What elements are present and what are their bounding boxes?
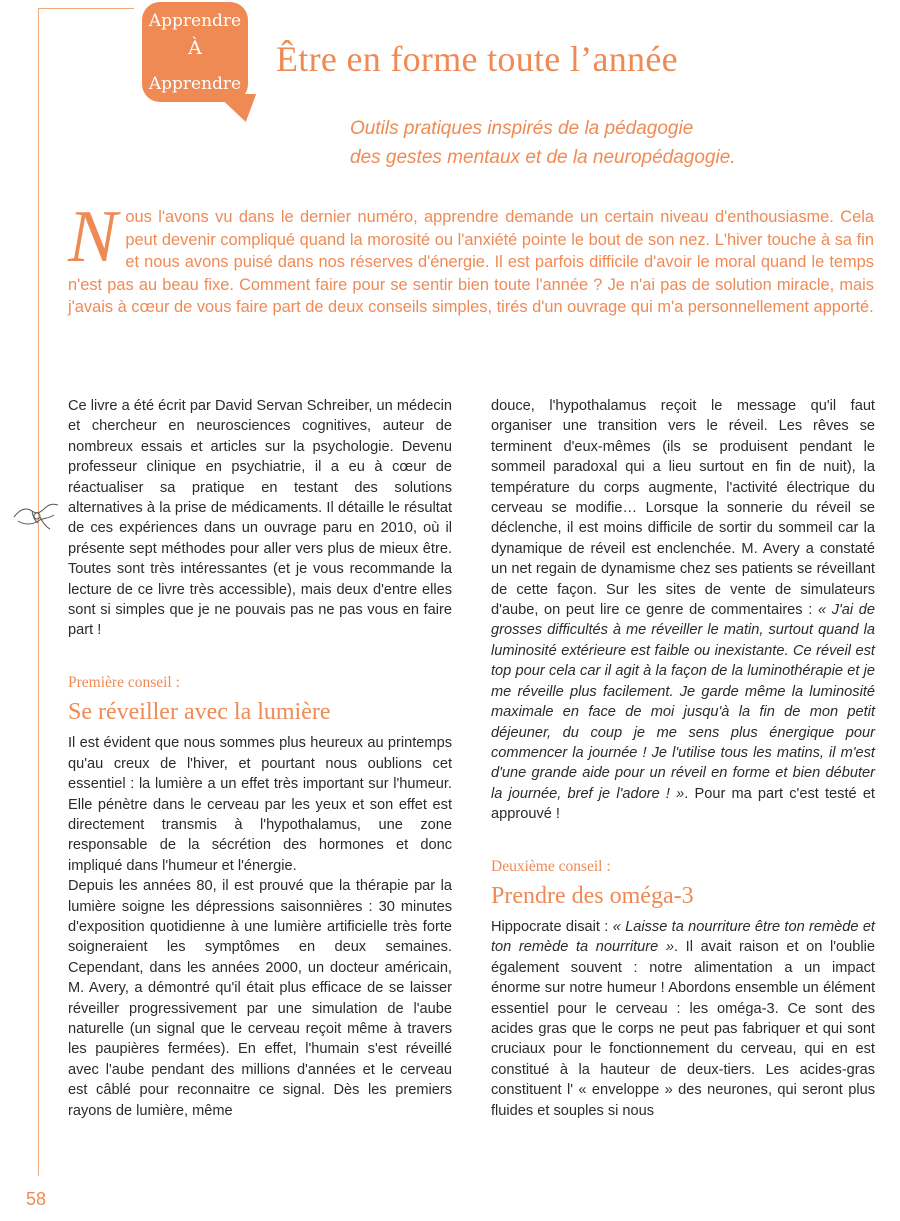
- apprendre-logo: [142, 2, 248, 102]
- logo-line-3: Apprendre: [148, 74, 242, 94]
- logo-line-1: Apprendre: [148, 11, 242, 31]
- page-title: Être en forme toute l’année: [276, 39, 678, 79]
- advice-2-heading: Prendre des oméga-3: [491, 882, 694, 909]
- frame-line-horizontal: [38, 8, 134, 9]
- right-paragraph-1-start: douce, l'hypothalamus reçoit le message qu'il faut organiser une transition vers le réveil. Les rêves se terminent d'eux-mêmes (ils se produisent pendant le sommeil paradoxal qui a lieu surtout en fin de nuit), la température du corps augmente, l'activité électrique du cerveau se modifie… Lorsque la sonnerie du réveil se déclenche, il est moins difficile de sortir du sommeil car la dynamique de réveil est enclenchée. M. Avery a constaté un net regain de dynamisme chez ses patients se réveillant de cette façon. Sur les sites de vente de simulateurs d'aube, on peut lire ce genre de commentaires :: [491, 398, 875, 619]
- frame-line-vertical: [38, 8, 39, 1176]
- hands-doodle-icon: [10, 495, 62, 535]
- subtitle-line-2: des gestes mentaux et de la neuropédagogie.: [350, 147, 736, 168]
- subtitle: [350, 114, 870, 172]
- right-paragraph-2-start: Hippocrate disait :: [491, 918, 613, 935]
- subtitle-line-1: Outils pratiques inspirés de la pédagogie: [350, 118, 694, 139]
- right-paragraph-1: [491, 396, 875, 825]
- left-column: [68, 396, 452, 1121]
- intro-text: ous l'avons vu dans le dernier numéro, apprendre demande un certain niveau d'enthousiasme. Cela peut devenir compliqué quand la morosité ou l'anxiété pointe le bout de son nez. L'hiver touche à sa fin et nous avons puisé dans nos réserves d'énergie. Il est parfois difficile d'avoir le moral quand le temps n'est pas au beau fixe. Comment faire pour se sentir bien toute l'année ? Je n'ai pas de solution miracle, mais j'avais à cœur de vous faire part de deux conseils simples, tirés d'un ouvrage qui m'a personnellement apporté.: [68, 208, 874, 316]
- right-column: [491, 396, 875, 1121]
- advice-1-label: Première conseil :: [68, 673, 180, 691]
- logo-speech-tail: [216, 94, 276, 122]
- right-paragraph-2: [491, 917, 875, 1121]
- left-paragraph-1: Ce livre a été écrit par David Servan Schreiber, un médecin et chercheur en neurosciences cognitives, auteur de nombreux essais et articles sur la psychologie. Devenu professeur clinique en psychiatrie, il a eu à cœur de réactualiser sa pratique en testant des solutions alternatives à la prise de médicaments. Il détaille le résultat de ces expériences dans un ouvrage paru en 2010, où il présente sept méthodes pour aller vers plus de mieux être. Toutes sont très intéressantes (et je vous recommande la lecture de ce livre très accessible), mais deux d'entre elles sont si simples que je ne pouvais pas ne pas vous en faire part !: [68, 398, 452, 639]
- drop-cap: N: [68, 196, 118, 278]
- hippocrates-quote: « Laisse ta nourriture être ton remède et ton remède ta nourriture »: [491, 918, 875, 956]
- logo-line-2: À: [188, 37, 202, 59]
- advice-1-heading: Se réveiller avec la lumière: [68, 699, 331, 726]
- left-paragraph-2: Il est évident que nous sommes plus heureux au printemps qu'au creux de l'hiver, et pourtant nous oublions cet essentiel : la lumière a un effet très important sur l'humeur. Elle pénètre dans le cerveau par les yeux et son effet est directement transmis à l'hypothalamus, une zone responsable de la sécrétion des hormones et donc impliqué dans l'humeur et l'énergie.: [68, 735, 452, 874]
- intro-paragraph: [68, 196, 874, 319]
- customer-quote: « J'ai de grosses difficultés à me réveiller le matin, surtout quand la luminosité extérieure est faible ou inexistante. Ce réveil est top pour cela car il agit à la façon de la luminothérapie et je me réveille plus facilement. Je garde même la luminosité maximale en face de moi jusqu'à la fin de mon petit déjeuner, du coup je me sens plus énergique pour commencer la journée ! Je l'utilise tous les matins, il m'est d'une grande aide pour un réveil en forme et bien débuter la journée, bref je l'adore ! »: [491, 602, 876, 802]
- right-paragraph-2-end: . Il avait raison et on l'oublie également souvent : notre alimentation a un impact énorme sur notre humeur ! Abordons ensemble un élément essentiel pour le cerveau : les oméga-3. Ce sont des acides gras que le corps ne peut pas fabriquer et qui sont cruciaux pour le fonctionnement du cerveau, qui en est constitué à la hauteur de deux-tiers. Les acides-gras constituent l' « enveloppe » des neurones, qui seront plus fluides et souples si nous: [491, 939, 875, 1119]
- right-paragraph-1-end: . Pour ma part c'est testé et approuvé !: [491, 785, 875, 823]
- left-paragraph-3: Depuis les années 80, il est prouvé que la thérapie par la lumière soigne les dépressions saisonnières : 30 minutes d'exposition quotidienne à une lumière artificielle très forte soigneraient les symptômes en deux semaines. Cependant, dans les années 2000, un docteur américain, M. Avery, a démontré qu'il était plus efficace de se laisser réveiller progressivement par une simulation de l'aube naturelle (un signal que le cerveau reçoit même à travers les paupières fermées). En effet, l'humain s'est réveillé avec l'aube pendant des millions d'années et le cerveau est câblé pour reconnaitre ce signal. Dès les premiers rayons de lumière, même: [68, 878, 452, 1119]
- page-number: 58: [26, 1189, 47, 1209]
- advice-2-label: Deuxième conseil :: [491, 857, 611, 875]
